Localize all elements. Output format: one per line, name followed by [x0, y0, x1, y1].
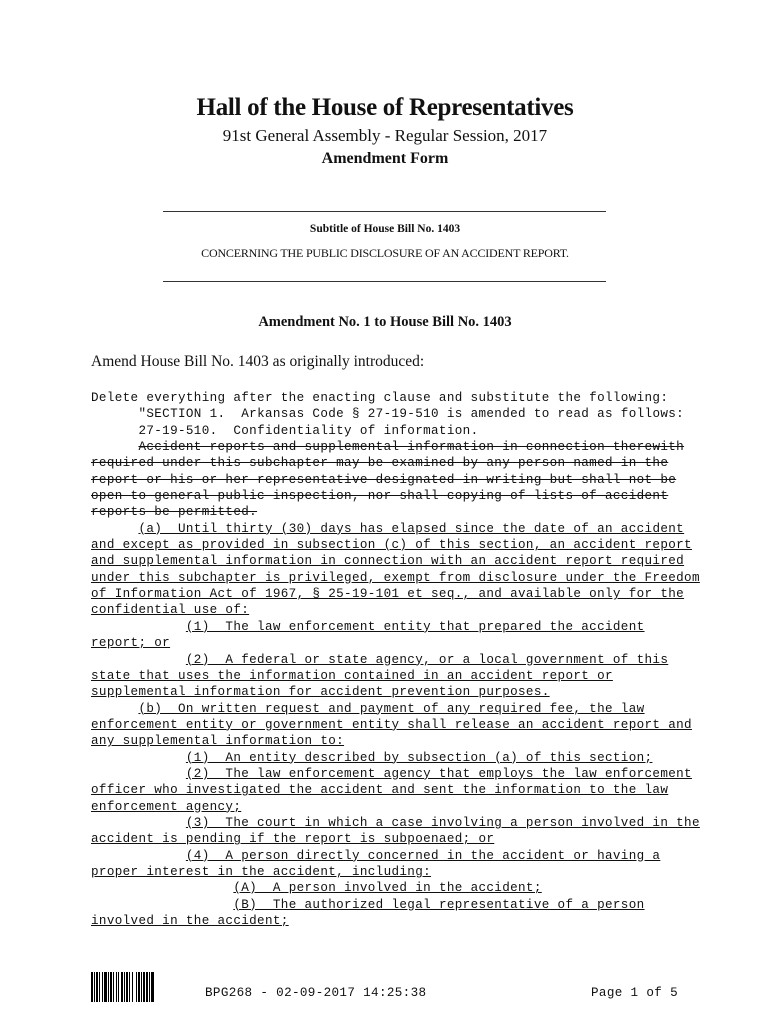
bottom-rule [163, 281, 606, 282]
body-line [91, 717, 691, 733]
body-line-text: (2) The law enforcement agency that employs the law enforcement [185, 766, 692, 781]
barcode-bar [151, 972, 154, 1002]
body-line-text: proper interest in the accident, including: [91, 864, 432, 879]
amendment-heading: Amendment No. 1 to House Bill No. 1403 [258, 314, 512, 330]
body-line [91, 766, 691, 782]
body-line [91, 684, 691, 700]
body-line [91, 913, 691, 929]
amendment-intro: Amend House Bill No. 1403 as originally introduced: [91, 353, 425, 370]
document-title: Hall of the House of Representatives [196, 94, 574, 121]
body-line-text: and supplemental information in connection with an accident report required [91, 554, 685, 569]
body-line [91, 586, 691, 602]
body-line [91, 455, 691, 471]
body-line [91, 815, 700, 831]
body-line-text: (A) A person involved in the accident; [233, 881, 542, 896]
body-line [91, 619, 691, 635]
body-line [91, 668, 691, 684]
body-line [91, 750, 691, 766]
body-line-text: of Information Act of 1967, § 25-19-101 et seq., and available only for the [91, 587, 685, 602]
body-line [91, 504, 691, 520]
body-line-text: supplemental information for accident prevention purposes. [91, 685, 550, 700]
body-line [91, 831, 691, 847]
body-line [91, 799, 691, 815]
amendment-body [91, 390, 700, 929]
body-line-text: accident is pending if the report is subpoenaed; or [91, 832, 495, 847]
subtitle-text: CONCERNING THE PUBLIC DISCLOSURE OF AN ACCIDENT REPORT. [201, 246, 569, 260]
body-line-text: report or his or her representative designated in writing but shall not be [91, 472, 677, 487]
body-line [91, 782, 691, 798]
body-line-text: Accident reports and supplemental information in connection therewith [138, 440, 685, 455]
body-line [91, 553, 691, 569]
body-line-text: enforcement agency; [91, 799, 242, 814]
body-line-text: under this subchapter is privileged, exempt from disclosure under the Freedom [91, 570, 700, 585]
body-line [91, 864, 691, 880]
body-line [91, 848, 691, 864]
body-line-text: officer who investigated the accident and sent the information to the law [91, 783, 669, 798]
body-line-text: and except as provided in subsection (c) of this section, an accident report [91, 538, 692, 553]
form-name: Amendment Form [321, 150, 449, 167]
body-line [91, 880, 691, 896]
body-line-text: confidential use of: [91, 603, 250, 618]
footer-page-number: Page 1 of 5 [591, 986, 678, 1000]
body-line-text: Delete everything after the enacting clause and substitute the following: [91, 391, 669, 405]
body-line [91, 472, 691, 488]
body-line-text: (a) Until thirty (30) days has elapsed since the date of an accident [138, 521, 685, 536]
body-line-text: reports be permitted. [91, 505, 258, 520]
body-line-text: involved in the accident; [91, 914, 289, 928]
footer-code: BPG268 - 02-09-2017 14:25:38 [205, 986, 427, 1000]
body-line [91, 602, 691, 618]
barcode [91, 972, 181, 1002]
body-line-text: any supplemental information to: [91, 734, 345, 749]
body-line [91, 439, 691, 455]
body-line [91, 423, 691, 439]
body-line-text: "SECTION 1. Arkansas Code § 27-19-510 is amended to read as follows: [138, 407, 685, 422]
body-line [91, 652, 691, 668]
body-line-text: (2) A federal or state agency, or a local government of this [185, 652, 669, 667]
body-line-text: (3) The court in which a case involving a person involved in the [185, 815, 700, 830]
body-line-text: (b) On written request and payment of any required fee, the law [138, 701, 645, 716]
body-line [91, 733, 691, 749]
body-line-text: state that uses the information contained in an accident report or [91, 668, 613, 683]
body-line-text: (B) The authorized legal representative of a person [233, 897, 645, 912]
session-line: 91st General Assembly - Regular Session, 2017 [222, 126, 548, 145]
subtitle-label: Subtitle of House Bill No. 1403 [309, 223, 461, 235]
body-line [91, 701, 691, 717]
body-line-text: (4) A person directly concerned in the accident or having a [185, 848, 661, 863]
body-line-text: report; or [91, 636, 171, 651]
body-line [91, 521, 691, 537]
body-line [91, 635, 691, 651]
body-line [91, 390, 691, 406]
body-line [91, 488, 691, 504]
body-line [91, 406, 691, 422]
top-rule [163, 211, 606, 212]
body-line-text: required under this subchapter may be examined by any person named in the [91, 456, 669, 471]
body-line [91, 537, 691, 553]
body-line-text: open to general public inspection, nor shall copying of lists of accident [91, 489, 669, 504]
body-line-text: 27-19-510. Confidentiality of information. [138, 423, 479, 438]
body-line-text: (1) The law enforcement entity that prepared the accident [185, 619, 645, 634]
body-line-text: enforcement entity or government entity shall release an accident report and [91, 717, 692, 732]
body-line [91, 897, 691, 913]
body-line-text: (1) An entity described by subsection (a) of this section; [185, 750, 653, 765]
body-line [91, 570, 700, 586]
